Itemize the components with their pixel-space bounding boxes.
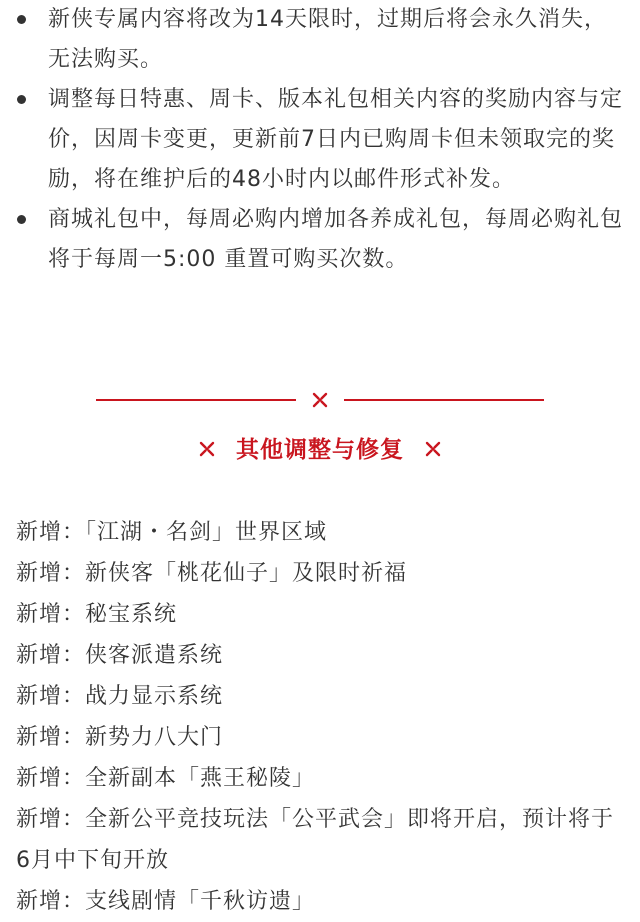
list-item: 新增：全新副本「燕王秘陵」 xyxy=(16,766,316,791)
divider-line-right xyxy=(344,399,544,401)
bullet-item xyxy=(0,80,640,200)
bullet-text: 商城礼包中，每周必购内增加各养成礼包，每周必购礼包将于每周一5:00 重置可购买次数。 xyxy=(48,207,624,272)
bullet-item xyxy=(0,200,640,280)
bullet-dot-icon xyxy=(17,15,26,24)
cross-ornament-icon xyxy=(312,392,328,408)
bullet-dot-icon xyxy=(17,215,26,224)
list-item: 新增：「江湖・名剑」世界区域 xyxy=(16,520,328,545)
list-item: 新增：秘宝系统 xyxy=(16,602,178,627)
section-heading xyxy=(0,430,640,470)
list-item: 新增：新侠客「桃花仙子」及限时祈福 xyxy=(16,561,408,586)
bullet-dot-icon xyxy=(17,95,26,104)
section-title-text: 其他调整与修复 xyxy=(236,437,404,463)
bullet-text: 新侠专属内容将改为14天限时，过期后将会永久消失，无法购买。 xyxy=(48,7,607,72)
list-item: 新增：战力显示系统 xyxy=(16,684,224,709)
cross-ornament-icon xyxy=(199,441,215,457)
notice-bullet-list xyxy=(0,0,640,280)
section-divider xyxy=(96,388,544,412)
bullet-text: 调整每日特惠、周卡、版本礼包相关内容的奖励内容与定价，因周卡变更，更新前7日内已购周卡但未领取完的奖励，将在维护后的48小时内以邮件形式补发。 xyxy=(48,87,624,192)
changes-list xyxy=(0,512,640,922)
list-item: 新增：新势力八大门 xyxy=(16,725,224,750)
cross-ornament-icon xyxy=(425,441,441,457)
bullet-item xyxy=(0,0,640,80)
list-item: 新增：支线剧情「千秋访遗」 xyxy=(16,889,316,914)
divider-line-left xyxy=(96,399,296,401)
list-item: 新增：全新公平竞技玩法「公平武会」即将开启，预计将于6月中下旬开放 xyxy=(16,807,615,873)
list-item: 新增：侠客派遣系统 xyxy=(16,643,224,668)
